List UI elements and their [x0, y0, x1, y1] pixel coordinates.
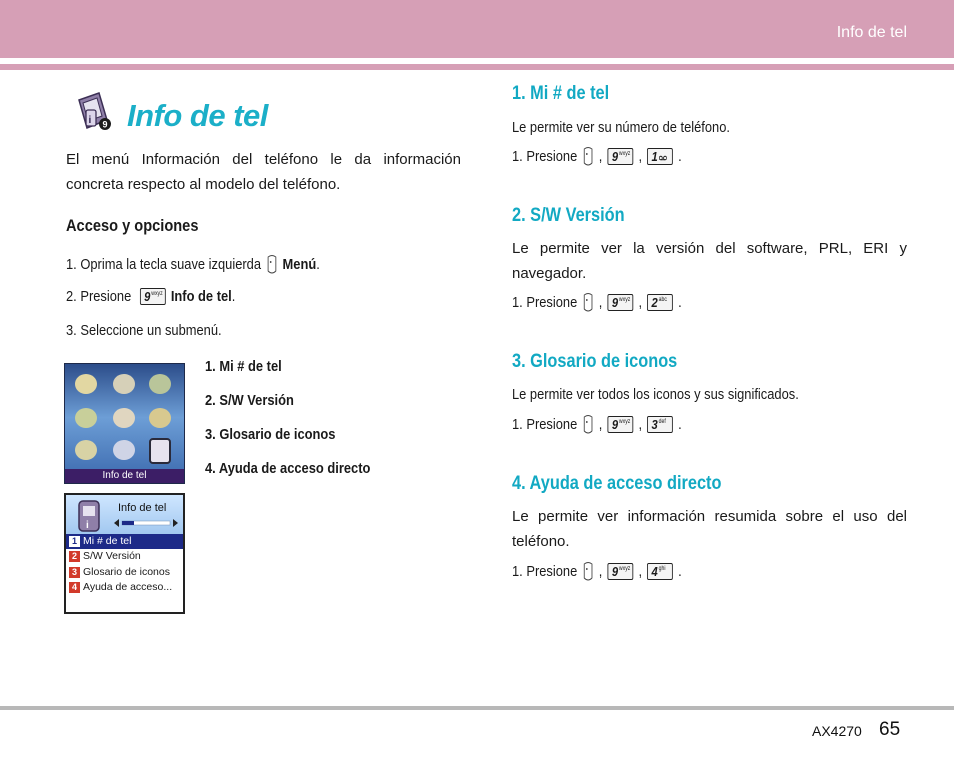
key-9-icon [608, 148, 634, 165]
section-4-step-text: 1. Presione [512, 563, 578, 580]
svg-text:9: 9 [102, 119, 108, 130]
access-step-1-menu: Menú [282, 256, 317, 273]
key-4-letters: ghi [658, 566, 666, 572]
submenu-item-3-num: 3 [69, 567, 80, 578]
voicemail-icon [659, 153, 667, 161]
calls-icon [149, 408, 171, 428]
phone-book-icon [113, 408, 135, 428]
section-4-heading: 4. Ayuda de acceso directo [512, 473, 722, 494]
page-title: Info de tel [127, 98, 268, 133]
key-3-digit: 3 [651, 417, 658, 432]
footer-rule [0, 706, 954, 710]
key-4-digit: 4 [651, 564, 658, 579]
submenu-item-2[interactable] [66, 549, 183, 564]
section-3-step [512, 414, 682, 435]
comma: , [638, 416, 643, 433]
key-9-letters: wxyz [618, 297, 631, 303]
key-2-digit: 2 [651, 295, 658, 310]
header-section-title: Info de tel [836, 24, 907, 41]
key-9-letters: wxyz [151, 291, 163, 297]
key-3-icon [647, 416, 673, 433]
section-1-desc: Le permite ver su número de teléfono. [512, 119, 730, 136]
voice-icon [113, 374, 135, 394]
key-9-digit: 9 [611, 149, 619, 164]
intro-paragraph: El menú Información del teléfono le da información concreta respecto al modelo del teléfono. [66, 151, 461, 193]
period: . [678, 563, 682, 580]
submenu-item-4-label: Ayuda de acceso... [83, 581, 173, 593]
access-step-1 [66, 254, 320, 275]
key-3-letters: def [658, 419, 666, 425]
phone-screen-menu-grid [64, 363, 185, 484]
access-step-1-period: . [316, 256, 320, 273]
section-4-desc: Le permite ver información resumida sobre el uso del teléfono. [512, 508, 907, 550]
key-1-digit: 1 [651, 149, 658, 164]
screen-title: Info de tel [118, 502, 167, 514]
key-4-icon [647, 563, 673, 580]
svg-text:i: i [88, 115, 92, 126]
page-number: 65 [879, 719, 901, 740]
left-soft-key-icon [582, 561, 593, 582]
submenu-item-2-num: 2 [69, 551, 80, 562]
left-soft-key-icon [582, 292, 593, 313]
section-3-heading: 3. Glosario de iconos [512, 351, 678, 372]
access-step-1-text: 1. Oprima la tecla suave izquierda [66, 256, 262, 273]
comma: , [638, 294, 643, 311]
key-9-icon [608, 294, 634, 311]
access-step-3: 3. Seleccione un submenú. [66, 322, 222, 339]
left-soft-key-icon [582, 146, 593, 167]
left-soft-key-icon [582, 414, 593, 435]
access-step-2 [66, 288, 235, 305]
key-9-digit: 9 [611, 417, 619, 432]
comma: , [598, 294, 603, 311]
page-header [0, 0, 954, 58]
media-icon [75, 408, 97, 428]
key-9-letters: wxyz [618, 566, 631, 572]
comma: , [638, 148, 643, 165]
scroll-indicator [114, 519, 178, 527]
section-2-step-text: 1. Presione [512, 294, 578, 311]
settings-icon [113, 440, 135, 460]
footer-model: AX4270 [812, 723, 862, 739]
submenu-item-4[interactable] [66, 580, 183, 595]
screen-top-bar [66, 495, 183, 539]
key-2-letters: abc [658, 297, 667, 303]
section-1-step [512, 146, 682, 167]
submenu-item-1[interactable] [66, 534, 183, 549]
comma: , [598, 563, 603, 580]
submenu-item-4-num: 4 [69, 582, 80, 593]
key-9-digit: 9 [611, 564, 619, 579]
submenu-item-1-num: 1 [69, 536, 80, 547]
key-9-letters: wxyz [618, 151, 631, 157]
phone-info-icon [74, 499, 104, 533]
section-2-desc: Le permite ver la versión del software, PRL, ERI y navegador. [512, 240, 907, 282]
section-2-heading: 2. S/W Versión [512, 205, 625, 226]
screen-caption: Info de tel [65, 469, 184, 483]
tools-icon [75, 440, 97, 460]
submenu-label-3: 3. Glosario de iconos [205, 426, 336, 443]
comma: , [598, 148, 603, 165]
access-step-2-target: Info de tel [170, 288, 232, 305]
phone-info-icon-selected [149, 438, 171, 464]
section-3-desc: Le permite ver todos los iconos y sus significados. [512, 386, 799, 403]
period: . [678, 294, 682, 311]
submenu-item-1-label: Mi # de tel [83, 535, 132, 547]
access-step-2-period: . [231, 288, 236, 305]
key-9-digit: 9 [144, 289, 151, 304]
phone-screen-submenu-list [64, 493, 185, 614]
access-heading: Acceso y opciones [66, 216, 199, 235]
messages-icon [75, 374, 97, 394]
comma: , [638, 563, 643, 580]
access-step-2-text: 2. Presione [66, 288, 132, 305]
key-1-icon [647, 148, 673, 165]
comma: , [598, 416, 603, 433]
submenu-label-1: 1. Mi # de tel [205, 358, 282, 375]
section-1-step-text: 1. Presione [512, 148, 578, 165]
left-soft-key-icon [266, 254, 277, 275]
section-1-heading: 1. Mi # de tel [512, 83, 610, 104]
period: . [678, 148, 682, 165]
submenu-item-3-label: Glosario de iconos [83, 566, 170, 578]
web-icon [149, 374, 171, 394]
key-9-icon [608, 563, 634, 580]
key-9-icon [608, 416, 634, 433]
period: . [678, 416, 682, 433]
key-9-digit: 9 [611, 295, 619, 310]
section-4-step [512, 561, 682, 582]
key-9-icon [140, 288, 166, 305]
phone-info-icon [73, 90, 115, 134]
section-3-step-text: 1. Presione [512, 416, 578, 433]
key-2-icon [647, 294, 673, 311]
submenu-item-3[interactable] [66, 565, 183, 580]
submenu-item-2-label: S/W Versión [83, 550, 141, 562]
section-2-step [512, 292, 682, 313]
header-rule [0, 64, 954, 70]
svg-text:i: i [86, 520, 89, 531]
submenu-label-2: 2. S/W Versión [205, 392, 294, 409]
submenu-label-4: 4. Ayuda de acceso directo [205, 460, 371, 477]
key-9-letters: wxyz [618, 419, 631, 425]
